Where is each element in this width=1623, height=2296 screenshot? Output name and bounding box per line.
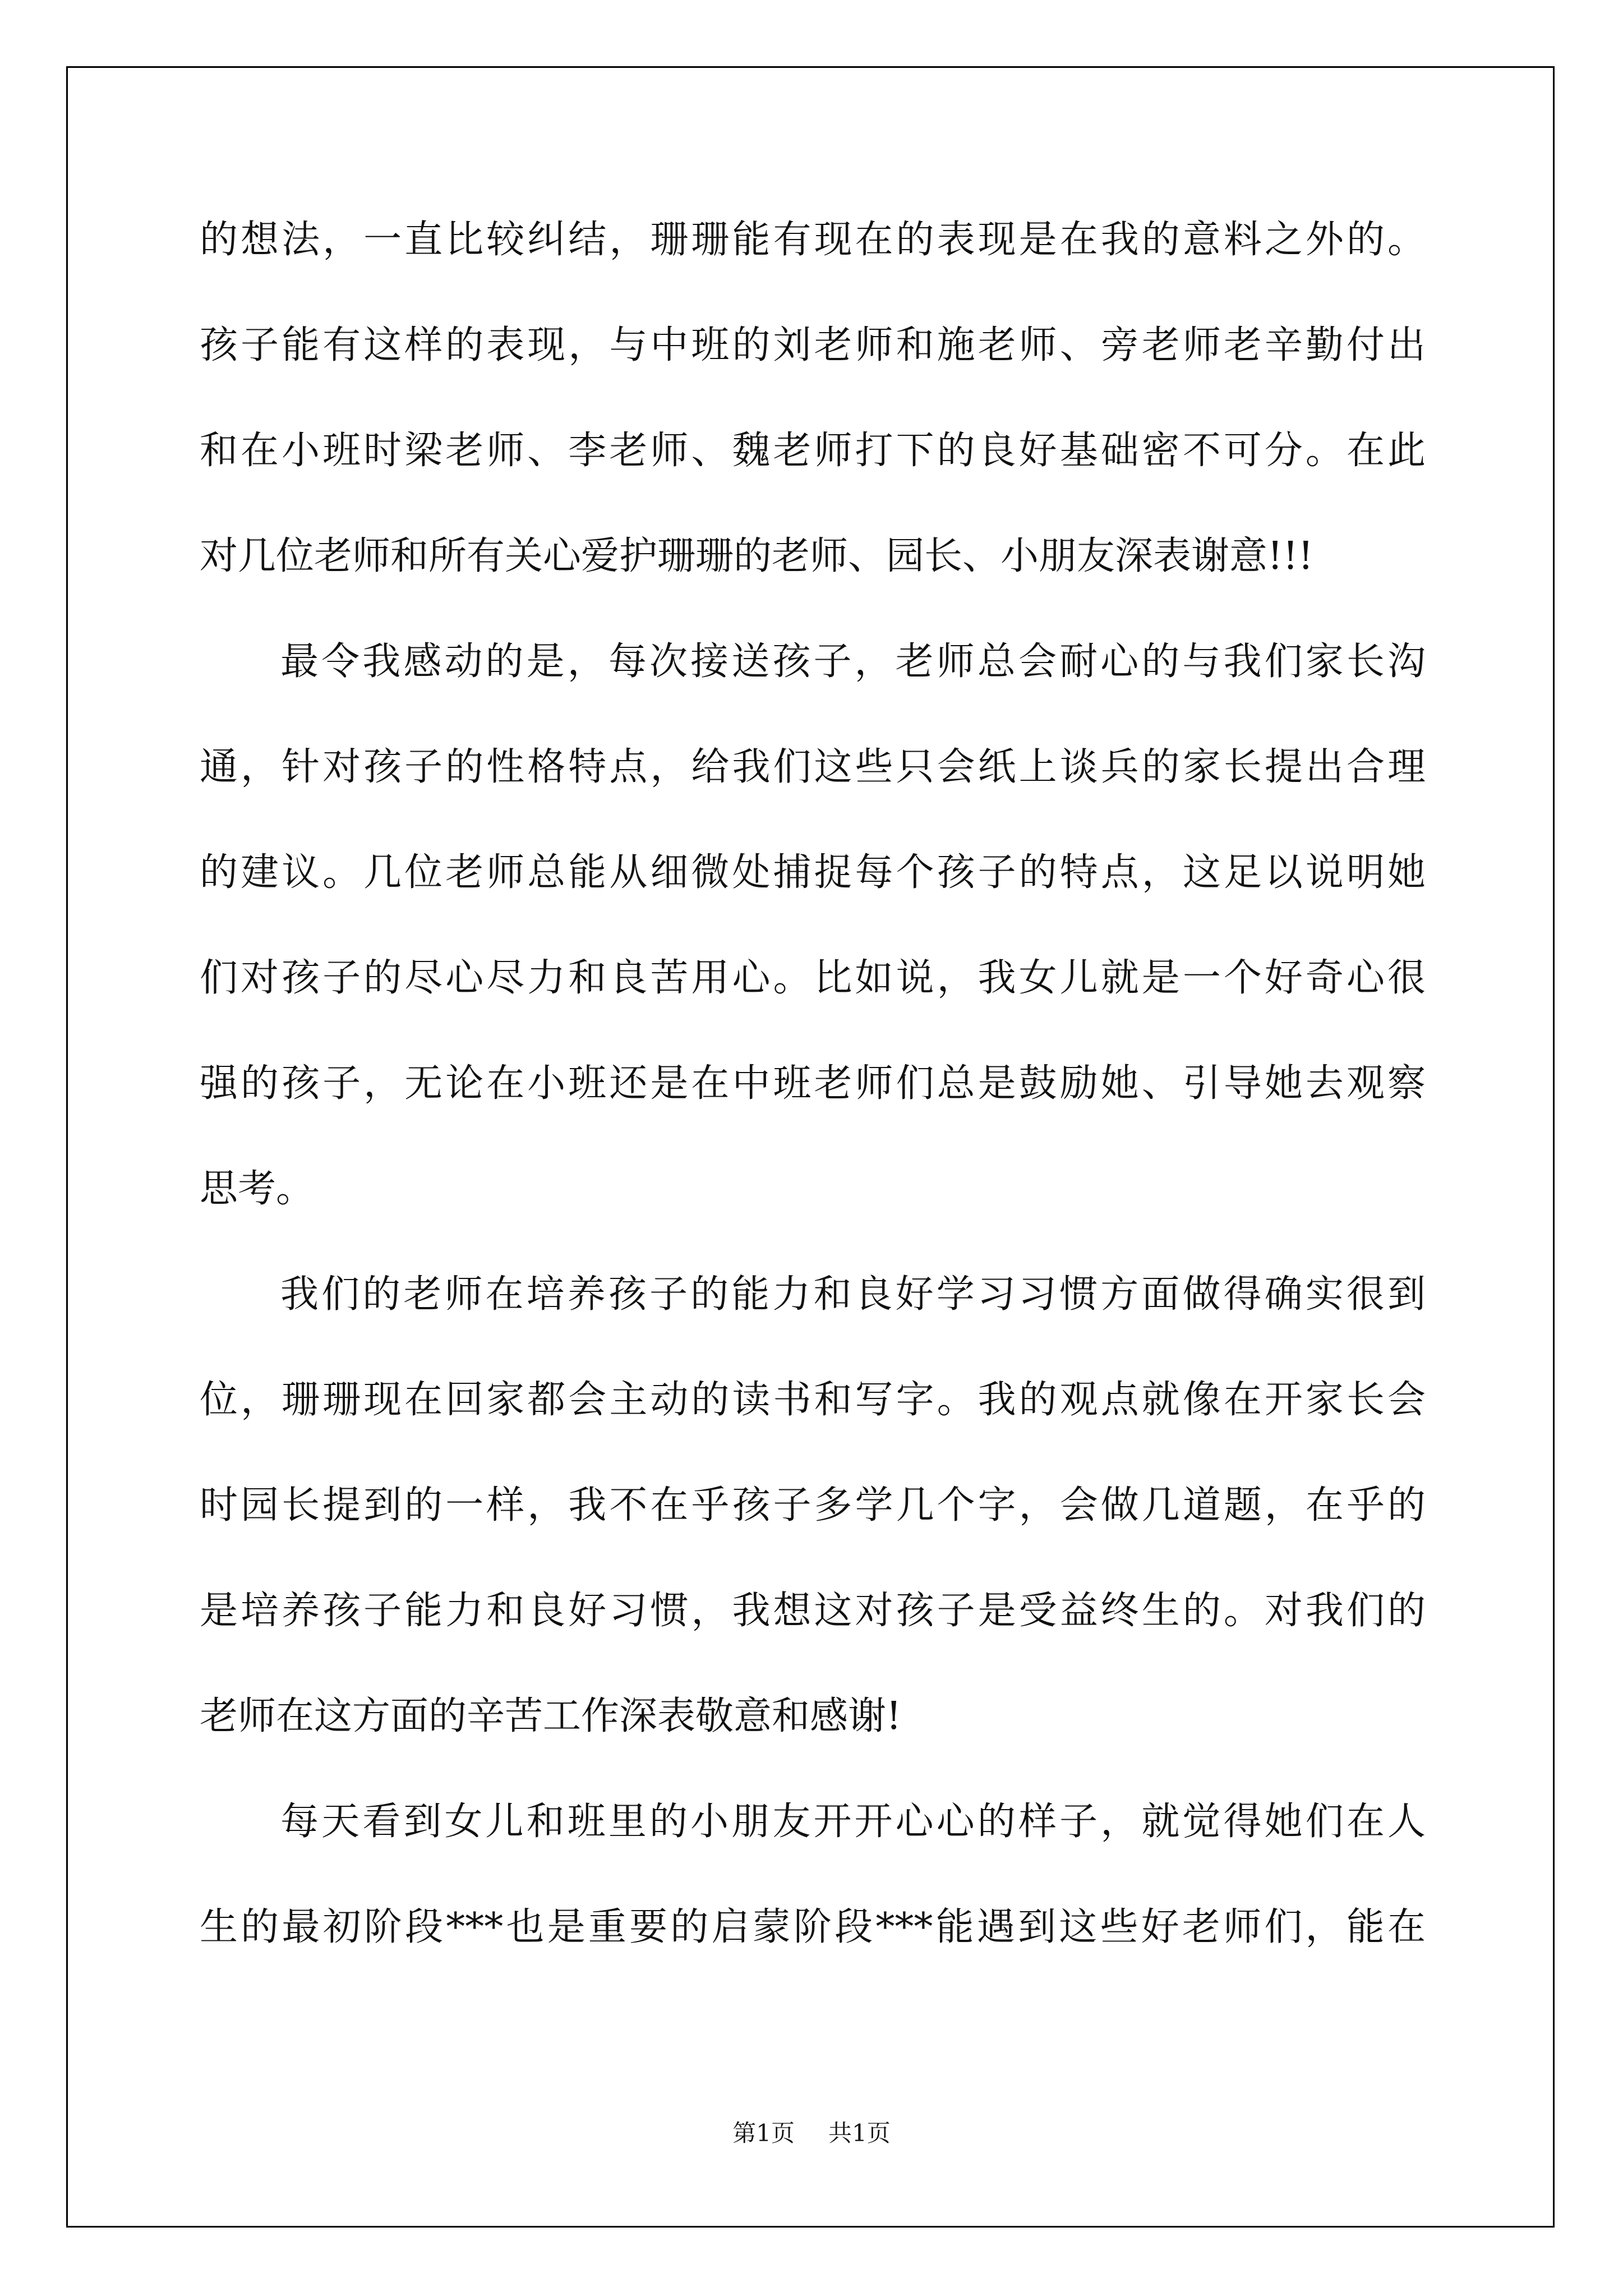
page-footer [0, 2115, 1623, 2148]
text-line: 生的最初阶段***也是重要的启蒙阶段***能遇到这些好老师们，能在 [200, 1905, 1426, 1949]
text-line: 老师在这方面的辛苦工作深表敬意和感谢! [200, 1694, 902, 1738]
text-line: 每天看到女儿和班里的小朋友开开心心的样子，就觉得她们在人 [280, 1800, 1426, 1844]
text-line: 强的孩子，无论在小班还是在中班老师们总是鼓励她、引导她去观察 [200, 1061, 1426, 1106]
text-line: 通，针对孩子的性格特点，给我们这些只会纸上谈兵的家长提出合理 [200, 745, 1426, 789]
text-line: 最令我感动的是，每次接送孩子，老师总会耐心的与我们家长沟 [280, 639, 1426, 684]
text-line: 我们的老师在培养孩子的能力和良好学习习惯方面做得确实很到 [280, 1272, 1426, 1317]
text-line: 时园长提到的一样，我不在乎孩子多学几个字，会做几道题，在乎的 [200, 1483, 1426, 1527]
text-line: 是培养孩子能力和良好习惯，我想这对孩子是受益终生的。对我们的 [200, 1589, 1426, 1633]
text-line: 对几位老师和所有关心爱护珊珊的老师、园长、小朋友深表谢意!!! [200, 534, 1313, 578]
text-line: 思考。 [200, 1167, 315, 1211]
document-body [200, 187, 1426, 1980]
text-line: 的想法，一直比较纠结，珊珊能有现在的表现是在我的意料之外的。 [200, 218, 1426, 262]
text-line: 们对孩子的尽心尽力和良苦用心。比如说，我女儿就是一个好奇心很 [200, 956, 1426, 1000]
text-line: 孩子能有这样的表现，与中班的刘老师和施老师、旁老师老辛勤付出 [200, 323, 1426, 367]
text-line: 位，珊珊现在回家都会主动的读书和写字。我的观点就像在开家长会 [200, 1378, 1426, 1422]
page-number: 第1页 [732, 2119, 795, 2147]
text-line: 的建议。几位老师总能从细微处捕捉每个孩子的特点，这足以说明她 [200, 850, 1426, 895]
total-pages: 共1页 [828, 2119, 891, 2147]
text-line: 和在小班时梁老师、李老师、魏老师打下的良好基础密不可分。在此 [200, 429, 1426, 473]
